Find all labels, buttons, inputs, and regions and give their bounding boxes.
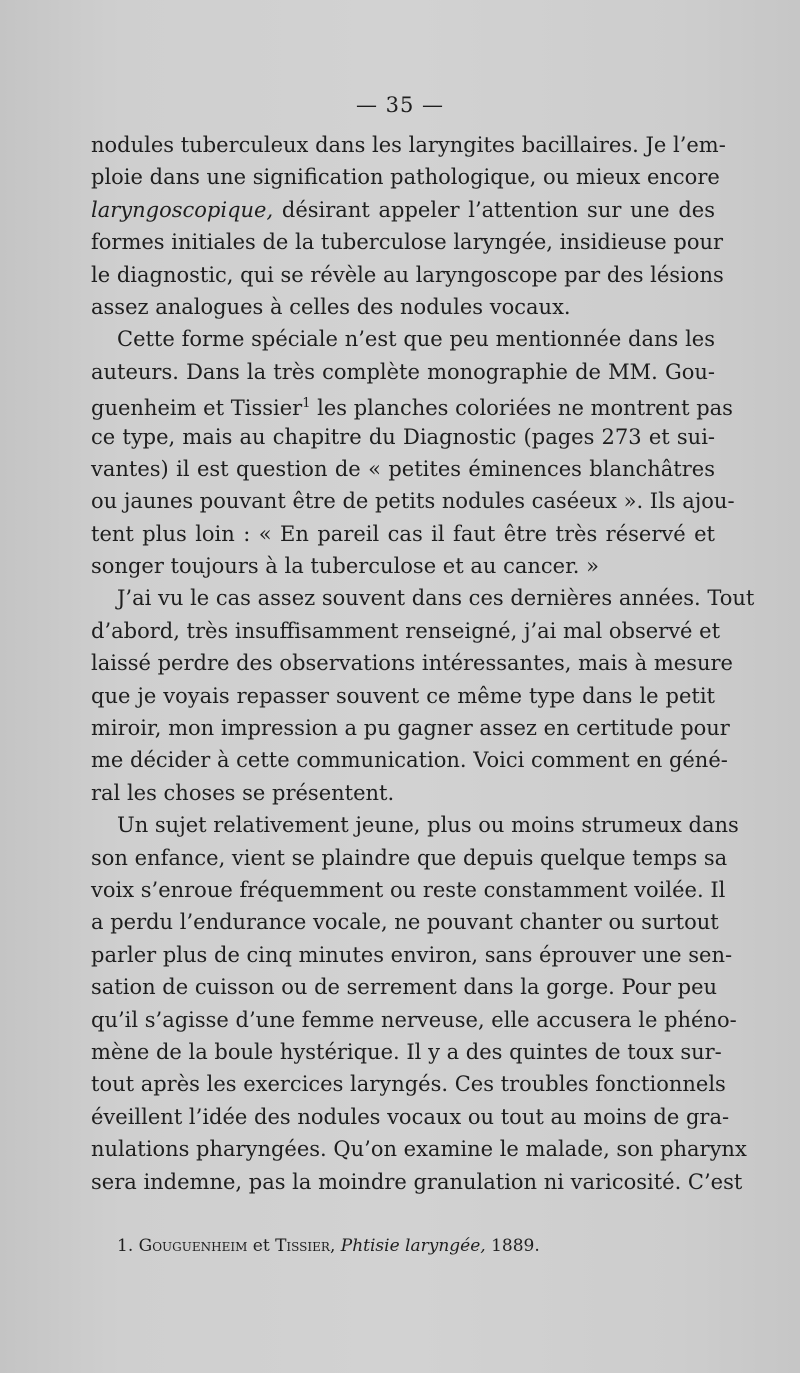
- line-text: nulations pharyngées. Qu’on examine le malade, son pharynx: [91, 1137, 747, 1162]
- line-text: ploie dans une signification pathologique, ou mieux encore: [91, 165, 720, 190]
- text-line: [91, 356, 715, 388]
- line-text: d’abord, très insuffisamment renseigné, j’ai mal observé et: [91, 618, 721, 643]
- text-line: [91, 1036, 722, 1068]
- footnote-conjunction: et: [247, 1236, 276, 1256]
- text-line: [91, 647, 733, 679]
- line-text: tout après les exercices laryngés. Ces troubles fonctionnels: [91, 1072, 726, 1097]
- line-text: sera indemne, pas la moindre granulation ni varicosité. C’est: [91, 1169, 743, 1194]
- text-line: [91, 1004, 737, 1036]
- line-text: ce type, mais au chapitre du Diagnostic (pages 273 et sui-: [91, 424, 715, 449]
- text-line: [91, 226, 724, 258]
- text-line: [91, 1133, 747, 1165]
- line-text: assez analogues à celles des nodules vocaux.: [91, 294, 571, 319]
- text-line: [91, 453, 715, 485]
- line-text: J’ai vu le cas assez souvent dans ces dernières années. Tout: [117, 586, 755, 611]
- line-text: éveillent l’idée des nodules vocaux ou tout au moins de gra-: [91, 1104, 730, 1129]
- line-text: Un sujet relativement jeune, plus ou moins strumeux dans: [117, 813, 739, 838]
- footnote-year: 1889.: [485, 1236, 540, 1256]
- italic-term: laryngoscopique,: [91, 197, 274, 222]
- line-text: auteurs. Dans la très complète monographie de MM. Gou-: [91, 359, 715, 384]
- line-text: ou jaunes pouvant être de petits nodules caséeux ». Ils ajou-: [91, 489, 735, 514]
- line-text: ral les choses se présentent.: [91, 780, 395, 805]
- line-text: sation de cuisson ou de serrement dans la gorge. Pour peu: [91, 975, 718, 1000]
- line-text: parler plus de cinq minutes environ, sans éprouver une sen-: [91, 942, 733, 967]
- text-line: [91, 129, 726, 161]
- text-line: [91, 971, 718, 1003]
- line-text: mène de la boule hystérique. Il y a des quintes de toux sur-: [91, 1039, 722, 1064]
- text-line: [91, 615, 721, 647]
- text-line: [91, 777, 715, 809]
- line-text: voix s’enroue fréquemment ou reste constamment voilée. Il: [91, 877, 726, 902]
- text-line: [91, 744, 728, 776]
- text-line: [91, 582, 755, 614]
- line-text: Cette forme spéciale n’est que peu mentionnée dans les: [117, 327, 715, 352]
- line-text: que je voyais repasser souvent ce même type dans le petit: [91, 683, 715, 708]
- text-line: [91, 1068, 726, 1100]
- footnote-author-2: Tissier,: [275, 1236, 336, 1256]
- text-line: [91, 1101, 730, 1133]
- footnote-title: Phtisie laryngée,: [340, 1236, 486, 1256]
- footnote: [117, 1236, 540, 1256]
- line-text: le diagnostic, qui se révèle au laryngoscope par des lésions: [91, 262, 724, 287]
- text-line: [91, 939, 733, 971]
- line-text: tent plus loin : « En pareil cas il faut être très réservé et: [91, 521, 715, 546]
- text-line: [91, 712, 730, 744]
- line-text: a perdu l’endurance vocale, ne pouvant chanter ou surtout: [91, 910, 719, 935]
- line-text: laissé perdre des observations intéressantes, mais à mesure: [91, 651, 733, 676]
- text-line: [91, 259, 724, 291]
- line-text: son enfance, vient se plaindre que depuis quelque temps sa: [91, 845, 728, 870]
- text-line: [91, 680, 715, 712]
- line-text: formes initiales de la tuberculose laryngée, insidieuse pour: [91, 230, 724, 255]
- footnote-author-1: Gouguenheim: [138, 1236, 248, 1256]
- text-line: [91, 291, 715, 323]
- line-text: qu’il s’agisse d’une femme nerveuse, elle accusera le phéno-: [91, 1007, 737, 1032]
- text-line: [91, 421, 715, 453]
- text-line: [91, 874, 726, 906]
- line-text-continued: les planches coloriées ne montrent pas: [310, 396, 733, 421]
- text-line: [91, 550, 715, 582]
- text-line: [91, 1166, 743, 1198]
- line-text: vantes) il est question de « petites éminences blanchâtres: [91, 456, 715, 481]
- text-line: [91, 323, 715, 355]
- body-text: [91, 129, 755, 1198]
- text-line: [91, 842, 728, 874]
- page-number: — 35 —: [355, 93, 445, 117]
- text-line: [91, 485, 735, 517]
- line-text: songer toujours à la tuberculose et au cancer. »: [91, 554, 599, 579]
- line-text: miroir, mon impression a pu gagner assez en certitude pour: [91, 716, 730, 741]
- text-line: [91, 388, 733, 421]
- line-text: nodules tuberculeux dans les laryngites bacillaires. Je l’em-: [91, 133, 726, 157]
- text-line: [91, 518, 715, 550]
- text-line: [91, 809, 739, 841]
- line-text: me décider à cette communication. Voici comment en géné-: [91, 748, 728, 773]
- footnote-marker: 1.: [117, 1236, 134, 1256]
- line-text: guenheim et Tissier: [91, 396, 303, 421]
- line-text: désirant appeler l’attention sur une des: [273, 197, 715, 222]
- text-line: [91, 906, 719, 938]
- footnote-ref: 1: [302, 396, 311, 412]
- text-line: [91, 194, 715, 226]
- text-line: [91, 161, 720, 193]
